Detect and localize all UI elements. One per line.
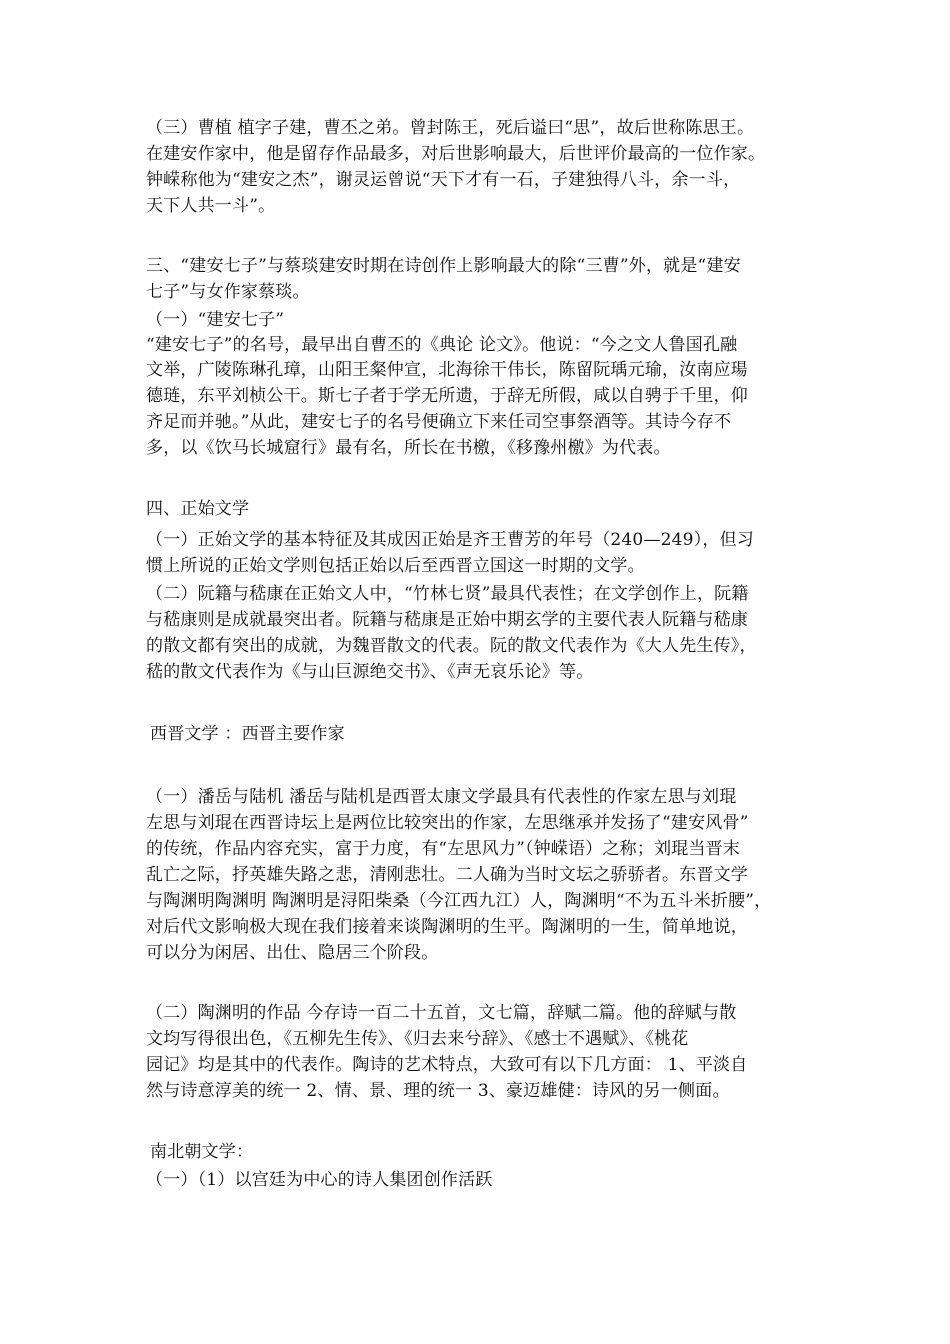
text-line: （一）潘岳与陆机 潘岳与陆机是西晋太康文学最具有代表性的作家左思与刘琨 xyxy=(146,787,737,807)
text-line: 七子”与女作家蔡琰。 xyxy=(146,282,310,302)
text-line: （一）正始文学的基本特征及其成因正始是齐王曹芳的年号（240—249），但习 xyxy=(146,530,754,550)
text-line: 与陶渊明陶渊明 陶渊明是浔阳柴桑（今江西九江）人，陶渊明“不为五斗米折腰”， xyxy=(146,891,772,911)
text-line: 钟嵘称他为“建安之杰”，谢灵运曾说“天下才有一石，子建独得八斗，余一斗， xyxy=(146,170,741,190)
text-line: （二）陶渊明的作品 今存诗一百二十五首，文七篇，辞赋二篇。他的辞赋与散 xyxy=(146,1003,737,1023)
text-line: “建安七子”的名号，最早出自曹丕的《典论 论文》。他说：“今之文人鲁国孔融 xyxy=(146,335,738,355)
text-line: 的传统，作品内容充实，富于力度，有“左思风力”（钟嵘语）之称；刘琨当晋末 xyxy=(146,839,741,859)
text-line: 齐足而并驰。”从此，建安七子的名号便确立下来任司空事祭酒等。其诗今存不 xyxy=(146,412,732,432)
section-heading: 三、“建安七子”与蔡琰建安时期在诗创作上影响最大的除“三曹”外，就是“建安 xyxy=(146,256,741,276)
text-line: （三）曹植 植字子建，曹丕之弟。曾封陈王，死后谥曰“思”，故后世称陈思王。 xyxy=(146,118,755,138)
text-line: 对后代文影响极大现在我们接着来谈陶渊明的生平。陶渊明的一生，简单地说， xyxy=(146,917,748,937)
text-line: 嵇的散文代表作为《与山巨源绝交书》、《声无哀乐论》等。 xyxy=(146,662,594,682)
text-line: 惯上所说的正始文学则包括正始以后至西晋立国这一时期的文学。 xyxy=(146,556,645,576)
text-line: （一）（1）以宫廷为中心的诗人集团创作活跃 xyxy=(146,1170,493,1190)
text-line: 德琏，东平刘桢公干。斯七子者于学无所遗，于辞无所假，咸以自骋于千里，仰 xyxy=(146,386,748,406)
text-line: 然与诗意淳美的统一 2、情、景、理的统一 3、豪迈雄健：诗风的另一侧面。 xyxy=(146,1081,730,1101)
text-line: 可以分为闲居、出仕、隐居三个阶段。 xyxy=(146,943,439,963)
subsection-heading: （一）“建安七子” xyxy=(146,310,285,330)
text-line: 乱亡之际，抒英雄失路之悲，清刚悲壮。二人确为当时文坛之骄骄者。东晋文学 xyxy=(146,865,748,885)
section-heading: 四、正始文学 xyxy=(146,499,250,519)
text-line: 多，以《饮马长城窟行》最有名，所长在书檄，《移豫州檄》为代表。 xyxy=(146,438,671,458)
text-line: 文均写得很出色，《五柳先生传》、《归去来兮辞》、《感士不遇赋》、《桃花 xyxy=(146,1029,689,1049)
text-line: 的散文都有突出的成就，为魏晋散文的代表。阮的散文代表作为《大人先生传》， xyxy=(146,636,757,656)
text-line: 左思与刘琨在西晋诗坛上是两位比较突出的作家，左思继承并发扬了“建安风骨” xyxy=(146,813,749,833)
text-line: 天下人共一斗”。 xyxy=(146,196,276,216)
text-line: 文举，广陵陈琳孔璋，山阳王粲仲宣，北海徐干伟长，陈留阮瑀元瑜，汝南应瑒 xyxy=(146,360,748,380)
text-line: 园记》均是其中的代表作。陶诗的艺术特点，大致可有以下几方面： 1、平淡自 xyxy=(146,1055,748,1075)
text-line: 与嵇康则是成就最突出者。阮籍与嵇康是正始中期玄学的主要代表人阮籍与嵇康 xyxy=(146,610,748,630)
text-line: （二）阮籍与嵇康在正始文人中，“竹林七贤”最具代表性；在文学创作上，阮籍 xyxy=(146,584,749,604)
text-line: 在建安作家中，他是留存作品最多，对后世影响最大，后世评价最高的一位作家。 xyxy=(146,144,766,164)
section-heading: 西晋文学 ：西晋主要作家 xyxy=(150,724,345,744)
section-heading: 南北朝文学： xyxy=(150,1142,254,1162)
